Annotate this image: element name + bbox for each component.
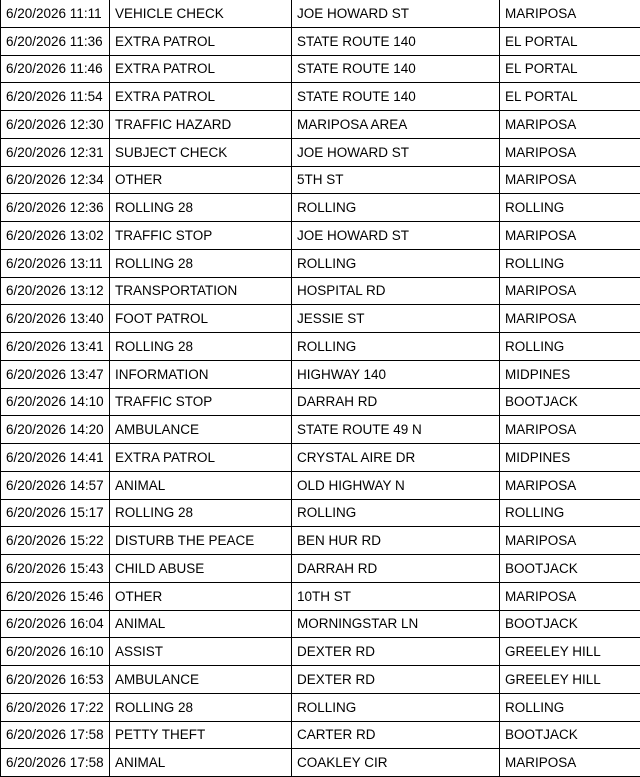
datetime-cell: 6/20/2026 12:31	[1, 138, 110, 166]
call-type-cell: EXTRA PATROL	[110, 27, 292, 55]
location-cell: MORNINGSTAR LN	[292, 610, 500, 638]
call-type-cell: TRAFFIC STOP	[110, 388, 292, 416]
call-type-cell: TRAFFIC STOP	[110, 222, 292, 250]
location-cell: HIGHWAY 140	[292, 360, 500, 388]
call-type-cell: OTHER	[110, 582, 292, 610]
location-cell: 5TH ST	[292, 166, 500, 194]
location-cell: JOE HOWARD ST	[292, 138, 500, 166]
call-type-cell: OTHER	[110, 166, 292, 194]
datetime-cell: 6/20/2026 17:58	[1, 721, 110, 749]
location-cell: BEN HUR RD	[292, 527, 500, 555]
location-cell: CARTER RD	[292, 721, 500, 749]
location-cell: DARRAH RD	[292, 555, 500, 583]
location-cell: HOSPITAL RD	[292, 277, 500, 305]
datetime-cell: 6/20/2026 13:02	[1, 222, 110, 250]
table-row	[1, 416, 640, 444]
location-cell: DEXTER RD	[292, 638, 500, 666]
table-row	[1, 138, 640, 166]
city-cell: MARIPOSA	[500, 582, 640, 610]
datetime-cell: 6/20/2026 17:58	[1, 749, 110, 777]
datetime-cell: 6/20/2026 16:04	[1, 610, 110, 638]
location-cell: JESSIE ST	[292, 305, 500, 333]
city-cell: MARIPOSA	[500, 277, 640, 305]
table-row	[1, 249, 640, 277]
city-cell: MARIPOSA	[500, 471, 640, 499]
city-cell: GREELEY HILL	[500, 638, 640, 666]
location-cell: JOE HOWARD ST	[292, 0, 500, 27]
location-cell: STATE ROUTE 140	[292, 27, 500, 55]
city-cell: MARIPOSA	[500, 749, 640, 777]
location-cell: STATE ROUTE 140	[292, 55, 500, 83]
location-cell: STATE ROUTE 140	[292, 83, 500, 111]
datetime-cell: 6/20/2026 14:10	[1, 388, 110, 416]
table-row	[1, 111, 640, 139]
location-cell: ROLLING	[292, 249, 500, 277]
city-cell: MIDPINES	[500, 360, 640, 388]
city-cell: ROLLING	[500, 249, 640, 277]
datetime-cell: 6/20/2026 12:34	[1, 166, 110, 194]
location-cell: OLD HIGHWAY N	[292, 471, 500, 499]
table-row	[1, 693, 640, 721]
call-type-cell: ROLLING 28	[110, 249, 292, 277]
call-type-cell: TRAFFIC HAZARD	[110, 111, 292, 139]
incident-log-body	[1, 0, 640, 777]
location-cell: DARRAH RD	[292, 388, 500, 416]
table-row	[1, 194, 640, 222]
call-type-cell: EXTRA PATROL	[110, 83, 292, 111]
call-type-cell: ASSIST	[110, 638, 292, 666]
call-type-cell: ROLLING 28	[110, 194, 292, 222]
city-cell: MARIPOSA	[500, 138, 640, 166]
location-cell: COAKLEY CIR	[292, 749, 500, 777]
datetime-cell: 6/20/2026 14:41	[1, 444, 110, 472]
call-type-cell: ROLLING 28	[110, 499, 292, 527]
call-type-cell: ROLLING 28	[110, 333, 292, 361]
call-type-cell: VEHICLE CHECK	[110, 0, 292, 27]
city-cell: ROLLING	[500, 194, 640, 222]
city-cell: BOOTJACK	[500, 555, 640, 583]
city-cell: EL PORTAL	[500, 27, 640, 55]
table-row	[1, 749, 640, 777]
datetime-cell: 6/20/2026 13:41	[1, 333, 110, 361]
city-cell: ROLLING	[500, 333, 640, 361]
table-row	[1, 83, 640, 111]
city-cell: BOOTJACK	[500, 610, 640, 638]
datetime-cell: 6/20/2026 11:46	[1, 55, 110, 83]
call-type-cell: ANIMAL	[110, 749, 292, 777]
table-row	[1, 55, 640, 83]
call-type-cell: AMBULANCE	[110, 666, 292, 694]
city-cell: EL PORTAL	[500, 83, 640, 111]
call-type-cell: AMBULANCE	[110, 416, 292, 444]
table-row	[1, 471, 640, 499]
datetime-cell: 6/20/2026 15:22	[1, 527, 110, 555]
table-row	[1, 582, 640, 610]
city-cell: MARIPOSA	[500, 527, 640, 555]
city-cell: BOOTJACK	[500, 388, 640, 416]
city-cell: MARIPOSA	[500, 0, 640, 27]
table-row	[1, 277, 640, 305]
datetime-cell: 6/20/2026 13:11	[1, 249, 110, 277]
location-cell: JOE HOWARD ST	[292, 222, 500, 250]
datetime-cell: 6/20/2026 16:53	[1, 666, 110, 694]
location-cell: 10TH ST	[292, 582, 500, 610]
table-row	[1, 666, 640, 694]
datetime-cell: 6/20/2026 11:54	[1, 83, 110, 111]
city-cell: MARIPOSA	[500, 166, 640, 194]
datetime-cell: 6/20/2026 15:46	[1, 582, 110, 610]
datetime-cell: 6/20/2026 11:11	[1, 0, 110, 27]
city-cell: MARIPOSA	[500, 222, 640, 250]
table-row	[1, 721, 640, 749]
datetime-cell: 6/20/2026 13:40	[1, 305, 110, 333]
location-cell: ROLLING	[292, 693, 500, 721]
table-row	[1, 222, 640, 250]
table-row	[1, 305, 640, 333]
table-row	[1, 388, 640, 416]
table-row	[1, 333, 640, 361]
call-type-cell: SUBJECT CHECK	[110, 138, 292, 166]
table-row	[1, 360, 640, 388]
call-type-cell: INFORMATION	[110, 360, 292, 388]
city-cell: ROLLING	[500, 693, 640, 721]
call-type-cell: CHILD ABUSE	[110, 555, 292, 583]
city-cell: GREELEY HILL	[500, 666, 640, 694]
call-type-cell: ROLLING 28	[110, 693, 292, 721]
table-row	[1, 499, 640, 527]
datetime-cell: 6/20/2026 13:47	[1, 360, 110, 388]
location-cell: ROLLING	[292, 499, 500, 527]
location-cell: STATE ROUTE 49 N	[292, 416, 500, 444]
location-cell: DEXTER RD	[292, 666, 500, 694]
datetime-cell: 6/20/2026 15:17	[1, 499, 110, 527]
datetime-cell: 6/20/2026 11:36	[1, 27, 110, 55]
call-type-cell: FOOT PATROL	[110, 305, 292, 333]
table-row	[1, 555, 640, 583]
call-type-cell: TRANSPORTATION	[110, 277, 292, 305]
city-cell: MARIPOSA	[500, 111, 640, 139]
call-type-cell: ANIMAL	[110, 471, 292, 499]
datetime-cell: 6/20/2026 14:57	[1, 471, 110, 499]
table-row	[1, 638, 640, 666]
call-type-cell: EXTRA PATROL	[110, 55, 292, 83]
location-cell: CRYSTAL AIRE DR	[292, 444, 500, 472]
datetime-cell: 6/20/2026 14:20	[1, 416, 110, 444]
datetime-cell: 6/20/2026 16:10	[1, 638, 110, 666]
location-cell: ROLLING	[292, 194, 500, 222]
city-cell: EL PORTAL	[500, 55, 640, 83]
location-cell: ROLLING	[292, 333, 500, 361]
call-type-cell: PETTY THEFT	[110, 721, 292, 749]
location-cell: MARIPOSA AREA	[292, 111, 500, 139]
call-type-cell: EXTRA PATROL	[110, 444, 292, 472]
datetime-cell: 6/20/2026 12:36	[1, 194, 110, 222]
datetime-cell: 6/20/2026 12:30	[1, 111, 110, 139]
table-row	[1, 0, 640, 27]
city-cell: MIDPINES	[500, 444, 640, 472]
table-row	[1, 527, 640, 555]
city-cell: MARIPOSA	[500, 305, 640, 333]
call-type-cell: ANIMAL	[110, 610, 292, 638]
datetime-cell: 6/20/2026 17:22	[1, 693, 110, 721]
table-row	[1, 166, 640, 194]
city-cell: ROLLING	[500, 499, 640, 527]
table-row	[1, 610, 640, 638]
datetime-cell: 6/20/2026 13:12	[1, 277, 110, 305]
table-row	[1, 27, 640, 55]
city-cell: BOOTJACK	[500, 721, 640, 749]
table-row	[1, 444, 640, 472]
datetime-cell: 6/20/2026 15:43	[1, 555, 110, 583]
city-cell: MARIPOSA	[500, 416, 640, 444]
call-type-cell: DISTURB THE PEACE	[110, 527, 292, 555]
